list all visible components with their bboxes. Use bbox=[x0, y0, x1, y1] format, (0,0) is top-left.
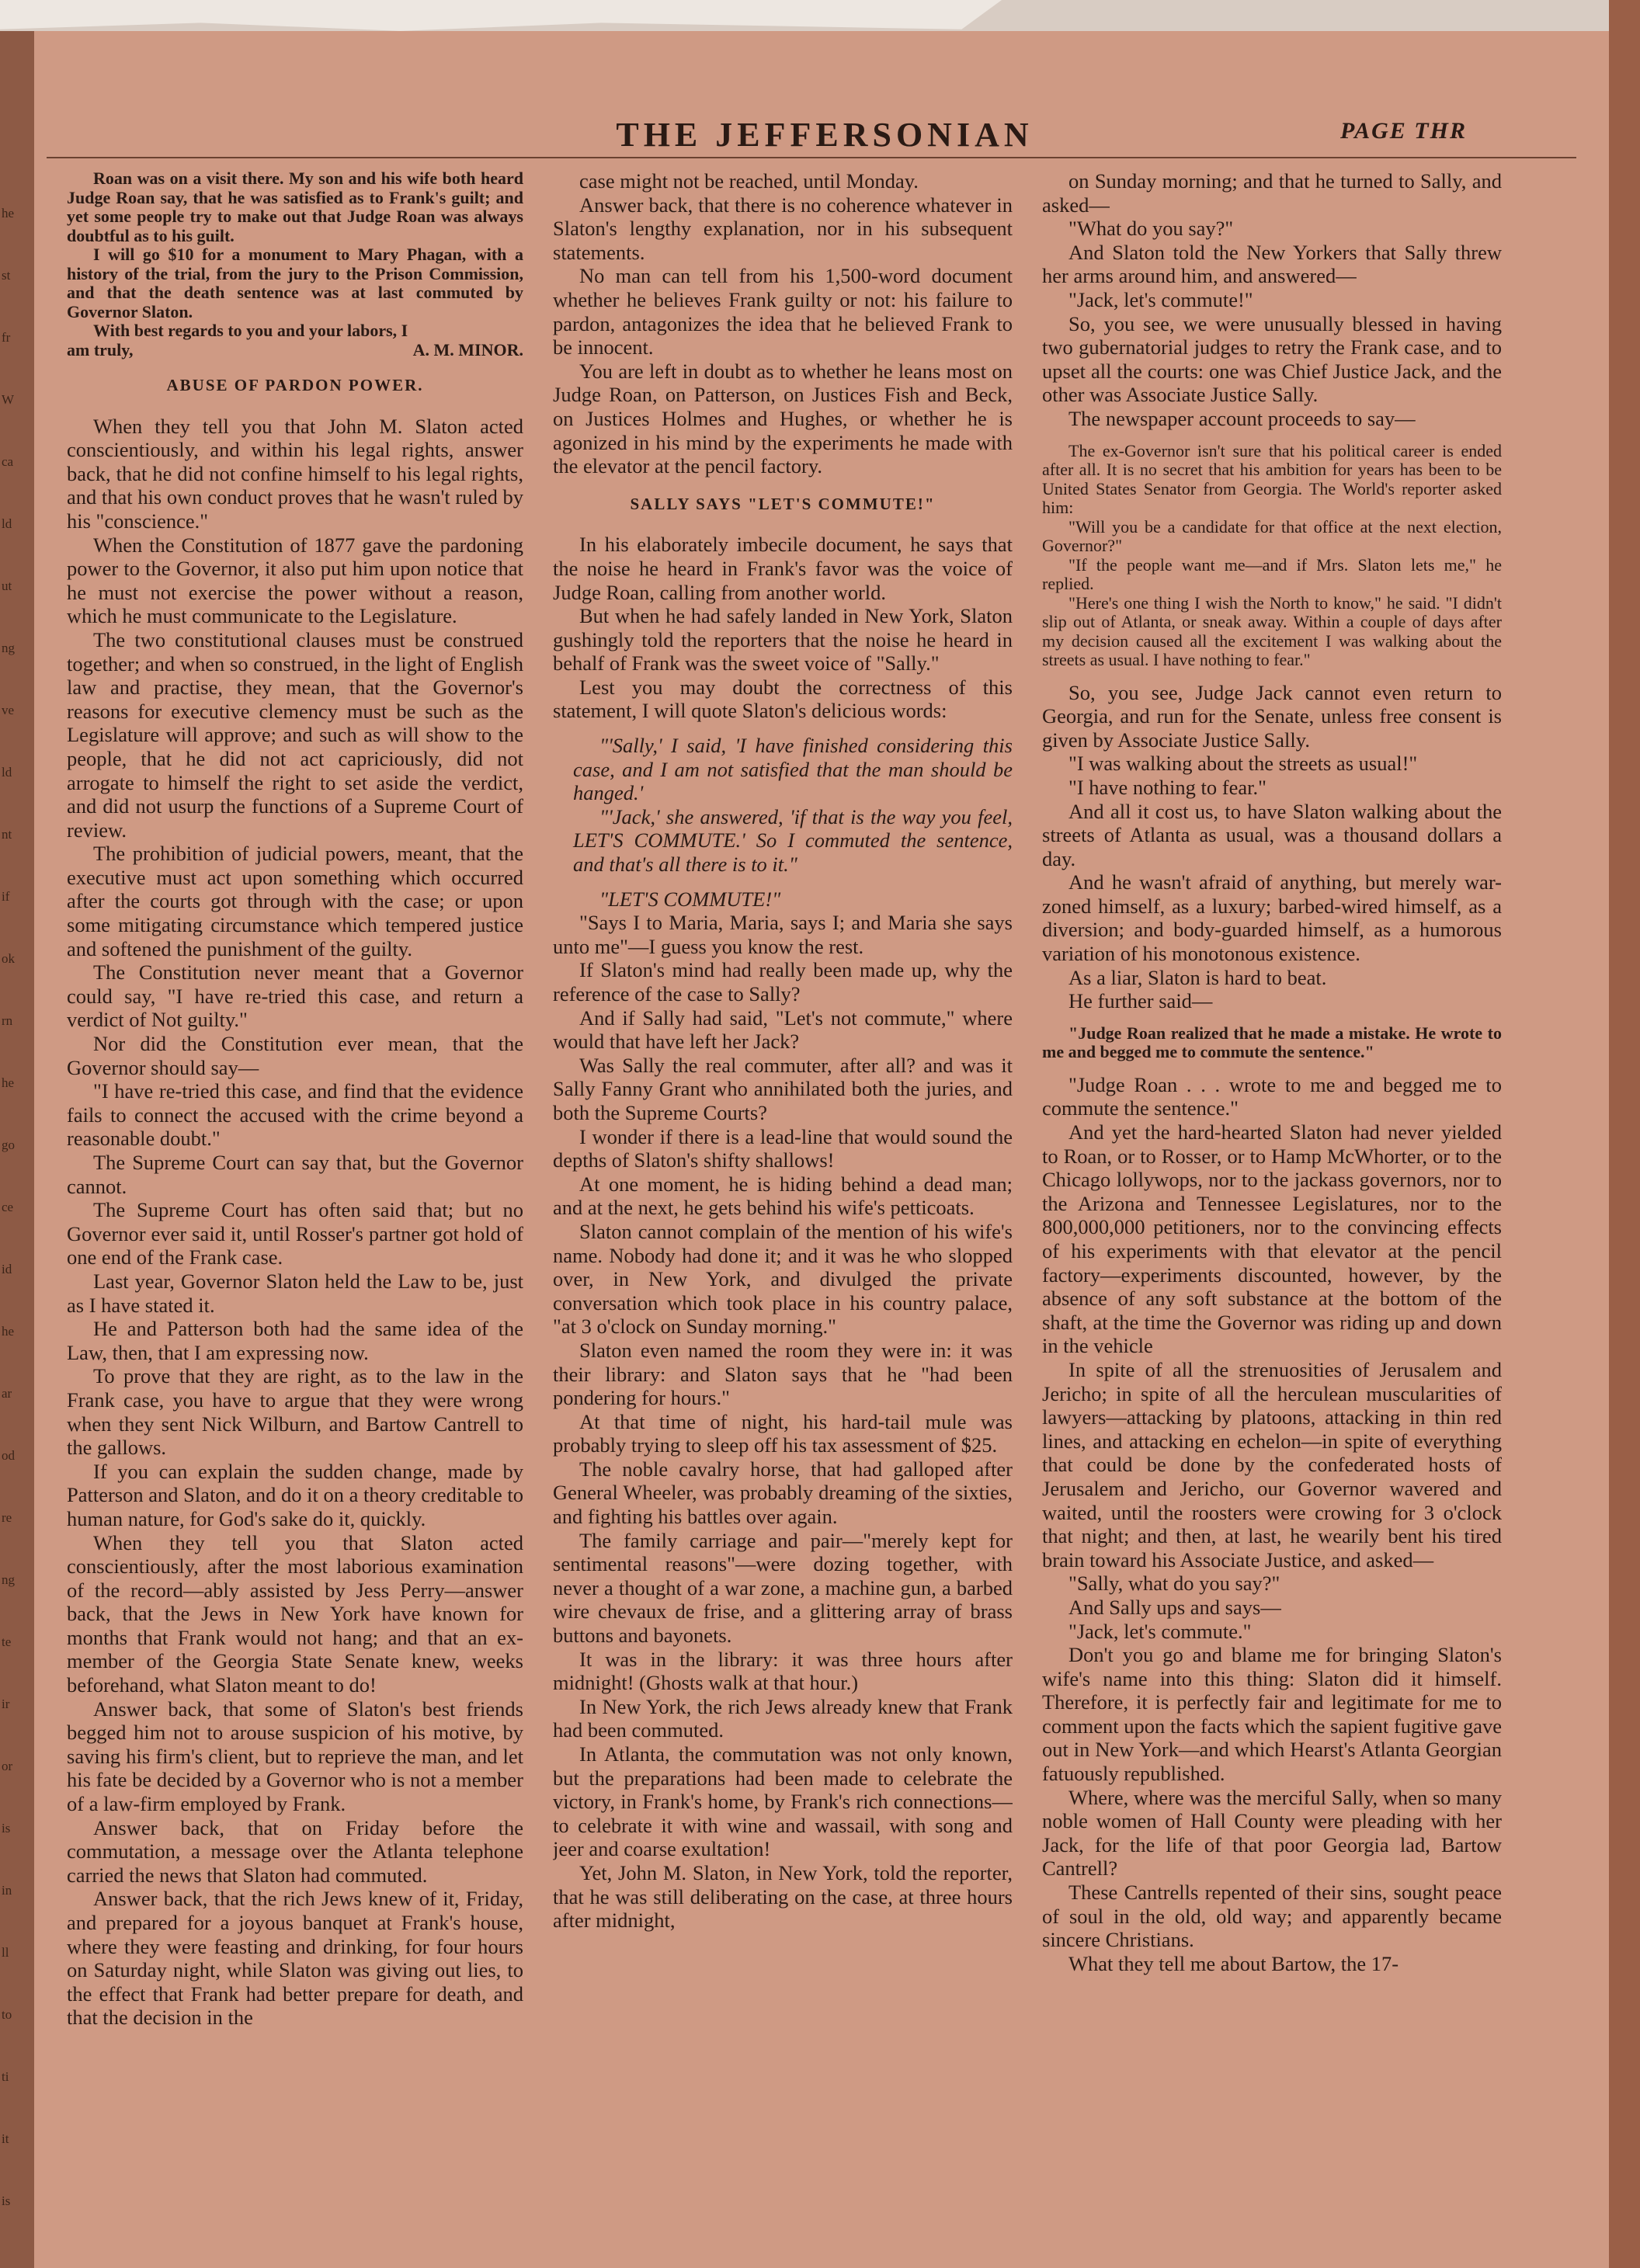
binding-fragment: st bbox=[2, 268, 11, 283]
quote-paragraph: "'Sally,' I said, 'I have finished considering this case, and I am not satisfied that the man should be hanged.' bbox=[573, 734, 1013, 805]
paragraph: When they tell you that Slaton acted conscientiously, after the most laborious examination of the record—ably assisted by Jess Perry—answer back, that the Jews in New York have known for months that Frank would not hang; and that an ex-member of the Georgia State Senate knew, weeks beforehand, what Slaton meant to do! bbox=[67, 1530, 523, 1697]
paragraph: In Atlanta, the commutation was not only known, but the preparations had been made to celebrate the victory, in Frank's home, by Frank's rich connections—to celebrate it with wine and wassail, with song and jeer and coarse exultation! bbox=[553, 1742, 1013, 1861]
column-1 bbox=[67, 169, 523, 2235]
paragraph: The two constitutional clauses must be construed together; and when so construed, in the light of English law and practise, they mean, that the Governor's reasons for executive clemency must be such as the Legislature will approve; and such as will show to the people, that he did not act capriciously, did not arrogate to himself the right to set aside the verdict, and did not usurp the functions of a Supreme Court of review. bbox=[67, 627, 523, 842]
newspaper-title: THE JEFFERSONIAN bbox=[616, 116, 1034, 154]
masthead-rule bbox=[47, 157, 1576, 158]
letter-ending bbox=[67, 169, 523, 341]
paragraph: Answer back, that on Friday before the commutation, a message over the Atlanta telephone carried the news that Slaton had commuted. bbox=[67, 1815, 523, 1887]
column-2 bbox=[553, 169, 1013, 2235]
paragraph: And yet the hard-hearted Slaton had never yielded to Roan, or to Rosser, or to Hamp McWhorter, or to the Chicago lollywops, nor to the jackass governors, nor to the Arizona and Tennessee Legislatures, nor to the 800,000,000 petitioners, nor to the convincing effects of his experiments with that elevator at the pencil factory—experiments discounted, however, by the absence of any soft substance at the bottom of the shaft, at the time the Governor was riding up and down in the vehicle bbox=[1042, 1120, 1502, 1358]
binding-fragment: in bbox=[2, 1883, 12, 1898]
binding-fragment: go bbox=[2, 1137, 15, 1152]
paragraph: Slaton even named the room they were in: it was their library: and Slaton says that he "had been pondering for hours." bbox=[553, 1338, 1013, 1410]
paragraph: At one moment, he is hiding behind a dead man; and at the next, he gets behind his wife's petticoats. bbox=[553, 1172, 1013, 1220]
paragraph: And if Sally had said, "Let's not commute," where would that have left her Jack? bbox=[553, 1005, 1013, 1054]
section-body-continued bbox=[553, 911, 1013, 1933]
paragraph: Was Sally the real commuter, after all? and was it Sally Fanny Grant who annihilated both the juries, and both the Supreme Courts? bbox=[553, 1053, 1013, 1124]
news-paragraph: "Here's one thing I wish the North to know," he said. "I didn't slip out of Atlanta, or sneak away. Within a couple of days after my decision caused all the excitement I was walking about the streets as usual. I have nothing to fear." bbox=[1042, 592, 1502, 670]
paragraph: "Says I to Maria, Maria, says I; and Maria she says unto me"—I guess you know the rest. bbox=[553, 911, 1013, 958]
paragraph: No man can tell from his 1,500-word document whether he believes Frank guilty or not: his failure to pardon, antagonizes the idea that he believed Frank to be innocent. bbox=[553, 264, 1013, 359]
paragraph: To prove that they are right, as to the law in the Frank case, you have to argue that they were wrong when they sent Nick Wilburn, and Bartow Cantrell to the gallows. bbox=[67, 1364, 523, 1460]
paragraph: You are left in doubt as to whether he leans most on Judge Roan, on Patterson, on Justices Fish and Beck, on Justices Holmes and Hughes, or whether he is agonized in his mind by the experiments he made with the elevator at the pencil factory. bbox=[553, 359, 1013, 478]
binding-fragment: ce bbox=[2, 1200, 14, 1214]
binding-fragment: is bbox=[2, 1821, 11, 1836]
paragraph: I wonder if there is a lead-line that would sound the depths of Slaton's shifty shallows! bbox=[553, 1124, 1013, 1172]
page-number: PAGE THR bbox=[1340, 118, 1467, 144]
binding-fragment: rn bbox=[2, 1013, 13, 1028]
paragraph: As a liar, Slaton is hard to beat. bbox=[1068, 965, 1327, 989]
paragraph: case might not be reached, until Monday. bbox=[579, 169, 919, 193]
paragraph: But when he had safely landed in New York, Slaton gushingly told the reporters that the noise he heard in behalf of Frank was the sweet voice of "Sally." bbox=[553, 604, 1013, 676]
paragraph: The family carriage and pair—"merely kept for sentimental reasons"—were dozing together, with never a thought of a war zone, a machine gun, a barbed wire chevaux de frise, and a glittering array of brass buttons and bayonets. bbox=[553, 1528, 1013, 1648]
signature-closing: am truly, bbox=[67, 339, 134, 359]
paragraph: "I have re-tried this case, and find that the evidence fails to connect the accused with the crime beyond a reasonable doubt." bbox=[67, 1079, 523, 1151]
binding-fragment: ll bbox=[2, 1945, 9, 1960]
masthead bbox=[47, 115, 1600, 154]
paragraph: The Supreme Court can say that, but the Governor cannot. bbox=[67, 1151, 523, 1198]
paragraph: "I have nothing to fear." bbox=[1068, 775, 1266, 799]
binding-fragment: od bbox=[2, 1448, 15, 1463]
paragraph: And Slaton told the New Yorkers that Sally threw her arms around him, and answered— bbox=[1042, 240, 1502, 288]
article-continuation bbox=[553, 169, 1013, 478]
binding-fragment: ut bbox=[2, 578, 12, 593]
paragraph: Yet, John M. Slaton, in New York, told the reporter, that he was still deliberating on the case, at three hours after midnight, bbox=[553, 1860, 1013, 1933]
paragraph: "I was walking about the streets as usual!" bbox=[1068, 752, 1418, 776]
paragraph: Answer back, that there is no coherence whatever in Slaton's lengthy explanation, nor in his subsequent statements. bbox=[553, 193, 1013, 264]
binding-fragment: or bbox=[2, 1759, 13, 1773]
paragraph: The newspaper account proceeds to say— bbox=[1068, 406, 1416, 430]
column-3-closing bbox=[1042, 1073, 1502, 1976]
binding-fragment: ca bbox=[2, 454, 14, 469]
paragraph: The noble cavalry horse, that had galloped after General Wheeler, was probably dreaming of the sixties, and fighting his battles over again. bbox=[553, 1457, 1013, 1529]
news-paragraph: "Will you be a candidate for that office at the next election, Governor?" bbox=[1042, 516, 1502, 556]
paragraph: Where, where was the merciful Sally, when so many noble women of Hall County were pleading with her Jack, for the life of that poor Georgia lad, Bartow Cantrell? bbox=[1042, 1785, 1502, 1881]
column-3-middle bbox=[1042, 681, 1502, 1013]
paragraph: It was in the library: it was three hours after midnight! (Ghosts walk at that hour.) bbox=[553, 1647, 1013, 1695]
paragraph: Last year, Governor Slaton held the Law to be, just as I have stated it. bbox=[67, 1269, 523, 1317]
binding-fragment: re bbox=[2, 1510, 12, 1525]
letter-signature bbox=[67, 341, 523, 360]
paragraph: Don't you go and blame me for bringing Slaton's wife's name into this thing: Slaton did it himself. Therefore, it is perfectly fair and legitimate for me to comment upon the facts which the sapient fugitive gave out in New York—and which Hearst's Atlanta Georgian fatuously republished. bbox=[1042, 1643, 1502, 1786]
paragraph: When they tell you that John M. Slaton acted conscientiously, and within his legal rights, answer back, that he did not confine himself to his legal rights, and that his own conduct proves that he wasn't ruled by his "conscience." bbox=[67, 414, 523, 533]
binding-fragment: ng bbox=[2, 641, 15, 655]
paragraph: The Constitution never meant that a Governor could say, "I have re-tried this case, and return a verdict of Not guilty." bbox=[67, 960, 523, 1032]
paragraph: And all it cost us, to have Slaton walking about the streets of Atlanta as usual, was a thousand dollars a day. bbox=[1042, 799, 1502, 870]
paragraph: And he wasn't afraid of anything, but merely war-zoned himself, as a luxury; barbed-wired himself, as a diversion; and body-guarded himself, as a humorous variation of his monotonous existence. bbox=[1042, 870, 1502, 966]
news-paragraph: The ex-Governor isn't sure that his political career is ended after all. It is no secret that his ambition for years has been to be United States Senator from Georgia. The World's reporter asked him: bbox=[1042, 440, 1502, 518]
paragraph: Answer back, that some of Slaton's best friends begged him not to arouse suspicion of his motive, by saving his firm's client, but to reprieve the man, and let his fate be decided by a Governor who is not a member of a law-firm employed by Frank. bbox=[67, 1697, 523, 1816]
binding-fragment: is bbox=[2, 2193, 11, 2208]
paragraph: So, you see, we were unusually blessed in having two gubernatorial judges to retry the Frank case, and to upset all the courts: one was Chief Justice Jack, and the other was Associate Justice Sally. bbox=[1042, 311, 1502, 407]
binding-fragment: if bbox=[2, 889, 10, 904]
binding-fragment: fr bbox=[2, 330, 11, 345]
binding-fragment: ve bbox=[2, 703, 15, 717]
paragraph: When the Constitution of 1877 gave the pardoning power to the Governor, it also put him upon notice that he must not exercise the power without a reason, which he must communicate to the Legislature. bbox=[67, 533, 523, 628]
binding-fragment: W bbox=[2, 392, 15, 407]
binding-fragment: ti bbox=[2, 2069, 9, 2084]
newspaper-account-quote bbox=[1042, 442, 1502, 670]
binding-fragment: ir bbox=[2, 1697, 10, 1711]
binding-fragment: ld bbox=[2, 516, 12, 531]
slaton-quote bbox=[553, 734, 1013, 877]
paragraph: "Sally, what do you say?" bbox=[1068, 1572, 1280, 1596]
paragraph: The prohibition of judicial powers, meant, that the executive must act upon something which occurred after the courts got through with the case; or upon some mitigating circumstance which tempered justice and softened the punishment of the guilty. bbox=[67, 842, 523, 960]
page-edge bbox=[1609, 0, 1640, 2268]
binding-fragment: id bbox=[2, 1262, 12, 1276]
article-heading: ABUSE OF PARDON POWER. bbox=[166, 376, 424, 394]
paragraph: "Judge Roan . . . wrote to me and begged me to commute the sentence." bbox=[1042, 1072, 1502, 1120]
column-3-opening bbox=[1042, 169, 1502, 431]
paragraph: These Cantrells repented of their sins, sought peace of soul in the old, old way; and apparently became sincere Christians. bbox=[1042, 1881, 1502, 1952]
binding-fragment: ar bbox=[2, 1386, 12, 1401]
signature-name: A. M. MINOR. bbox=[412, 339, 523, 359]
binding-fragment: ld bbox=[2, 765, 12, 780]
binding-fragment: ng bbox=[2, 1572, 15, 1587]
quote-paragraph: "'Jack,' she answered, 'if that is the way you feel, LET'S COMMUTE.' So I commuted the sentence, and that's all there is to it." bbox=[573, 804, 1013, 877]
torn-page-top bbox=[0, 0, 1640, 34]
paragraph: Answer back, that the rich Jews knew of it, Friday, and prepared for a joyous banquet at Frank's house, where they were feasting and drinking, for four hours on Saturday night, while Slaton was giving out lies, to the effect that Frank had better prepare for death, and that the decision in the bbox=[67, 1887, 523, 2030]
binding-fragment: he bbox=[2, 1324, 15, 1339]
letter-paragraph: Roan was on a visit there. My son and his wife both heard Judge Roan say, that he was satisfied as to Frank's guilt; and yet some people try to make out that Judge Roan was always doubtful as to his guilt. bbox=[67, 169, 523, 245]
paragraph: on Sunday morning; and that he turned to Sally, and asked— bbox=[1042, 169, 1502, 217]
paragraph: If Slaton's mind had really been made up, why the reference of the case to Sally? bbox=[553, 958, 1013, 1005]
paragraph: What they tell me about Bartow, the 17- bbox=[1068, 1951, 1399, 1975]
paragraph: In his elaborately imbecile document, he says that the noise he heard in Frank's favor was the voice of Judge Roan, calling from another world. bbox=[553, 533, 1013, 604]
torn-paper-strip bbox=[0, 0, 1002, 33]
binding-fragment: he bbox=[2, 206, 15, 221]
paragraph: At that time of night, his hard-tail mule was probably trying to sleep off his tax assessment of $25. bbox=[553, 1409, 1013, 1457]
binding-margin bbox=[0, 31, 34, 2268]
paragraph: And Sally ups and says— bbox=[1068, 1595, 1281, 1619]
paragraph: The Supreme Court has often said that; but no Governor ever said it, until Rosser's partner got hold of one end of the Frank case. bbox=[67, 1198, 523, 1269]
column-3 bbox=[1042, 169, 1502, 2235]
binding-fragment: it bbox=[2, 2131, 9, 2146]
binding-fragment: to bbox=[2, 2007, 12, 2022]
paragraph: If you can explain the sudden change, made by Patterson and Slaton, and do it on a theory creditable to human nature, for God's sake do it, quickly. bbox=[67, 1459, 523, 1530]
binding-fragment: he bbox=[2, 1075, 15, 1090]
letter-paragraph: With best regards to you and your labors, I bbox=[93, 321, 408, 340]
letter-paragraph: I will go $10 for a monument to Mary Phagan, with a history of the trial, from the jury to the Prison Commission, and that the death sentence was at last commuted by Governor Slaton. bbox=[67, 245, 523, 321]
paragraph: "Jack, let's commute!" bbox=[1068, 287, 1253, 311]
paragraph: So, you see, Judge Jack cannot even return to Georgia, and run for the Senate, unless free consent is given by Associate Justice Sally. bbox=[1042, 680, 1502, 752]
paragraph: "Jack, let's commute." bbox=[1068, 1619, 1252, 1643]
paragraph: Slaton cannot complain of the mention of his wife's name. Nobody had done it; and it was he who slopped over, in New York, and divulged the private conversation which took place in his country palace, "at 3 o'clock on Sunday morning." bbox=[553, 1219, 1013, 1339]
news-paragraph: "If the people want me—and if Mrs. Slaton lets me," he replied. bbox=[1042, 554, 1502, 594]
binding-fragment: ok bbox=[2, 951, 15, 966]
paragraph: "What do you say?" bbox=[1068, 217, 1234, 241]
binding-fragment: nt bbox=[2, 827, 12, 842]
paragraph: He and Patterson both had the same idea of the Law, then, that I am expressing now. bbox=[67, 1317, 523, 1364]
article-body bbox=[67, 415, 523, 2030]
section-body bbox=[553, 533, 1013, 723]
paragraph: Nor did the Constitution ever mean, that the Governor should say— bbox=[67, 1032, 523, 1079]
paragraph: He further said— bbox=[1068, 989, 1213, 1013]
binding-fragment: te bbox=[2, 1634, 12, 1649]
roan-quote: "Judge Roan realized that he made a mistake. He wrote to me and begged me to commute the sentence." bbox=[1042, 1023, 1502, 1062]
section-heading: SALLY SAYS "LET'S COMMUTE!" bbox=[630, 494, 936, 513]
paragraph: In New York, the rich Jews already knew that Frank had been commuted. bbox=[553, 1694, 1013, 1742]
exclamation: "LET'S COMMUTE!" bbox=[599, 887, 781, 911]
paragraph: Lest you may doubt the correctness of this statement, I will quote Slaton's delicious words: bbox=[553, 675, 1013, 723]
paragraph: In spite of all the strenuosities of Jerusalem and Jericho; in spite of all the herculean muscularities of lawyers—attacking by platoons, attacking in thin red lines, and attacking en echelon—in spite of everything that could be done by the confederated hosts of Jerusalem and Jericho, our Governor wavered and waited, until the roosters were crowing for 3 o'clock that night; and then, at last, he wearily bent his tired brain toward his Associate Justice, and asked— bbox=[1042, 1357, 1502, 1572]
